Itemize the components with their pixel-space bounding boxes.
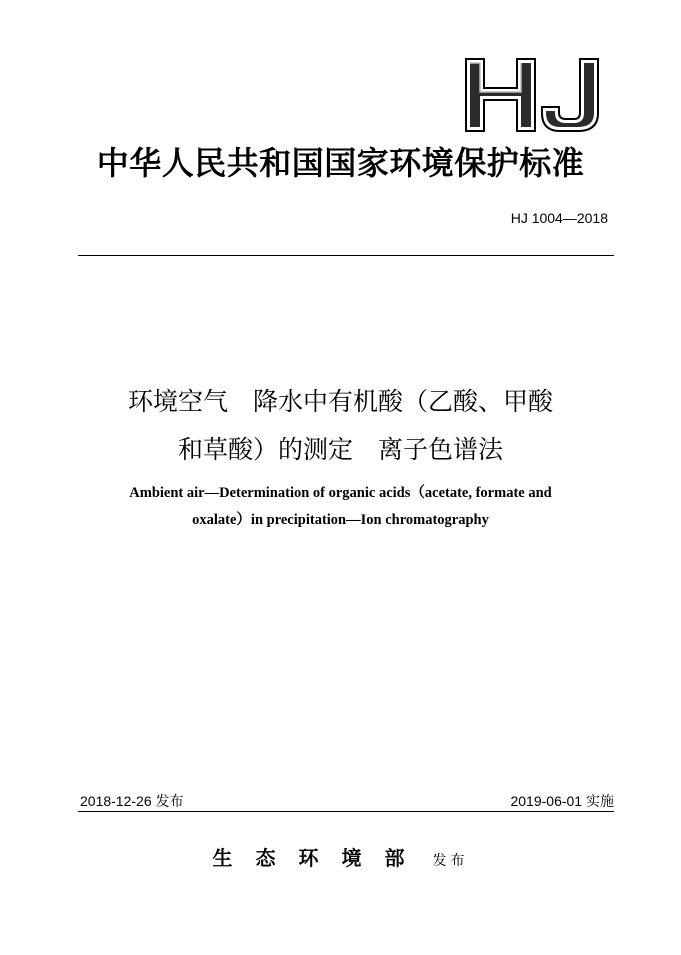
hj-logo-letter-h xyxy=(466,59,535,131)
english-title-line-1: Ambient air—Determination of organic acids（acetate, formate and xyxy=(129,485,552,501)
publisher-name: 生态环境部 xyxy=(212,846,428,870)
issue-date: 2018-12-26 发布 xyxy=(80,793,184,809)
implementation-date: 2019-06-01 实施 xyxy=(510,793,614,809)
publisher-action: 发布 xyxy=(432,853,469,869)
english-title-line-2: oxalate）in precipitation—Ion chromatography xyxy=(192,512,489,528)
hj-logo xyxy=(462,55,602,135)
chinese-title-line-1: 环境空气 降水中有机酸（乙酸、甲酸 xyxy=(127,387,553,416)
standard-number: HJ 1004—2018 xyxy=(510,210,608,226)
top-divider xyxy=(78,255,614,256)
bottom-divider xyxy=(78,811,614,812)
publisher-row xyxy=(0,842,681,871)
chinese-title-line-2: 和草酸）的测定 离子色谱法 xyxy=(177,435,503,464)
organization-title: 中华人民共和国国家环境保护标准 xyxy=(96,144,585,182)
hj-logo-letter-j xyxy=(542,59,598,131)
